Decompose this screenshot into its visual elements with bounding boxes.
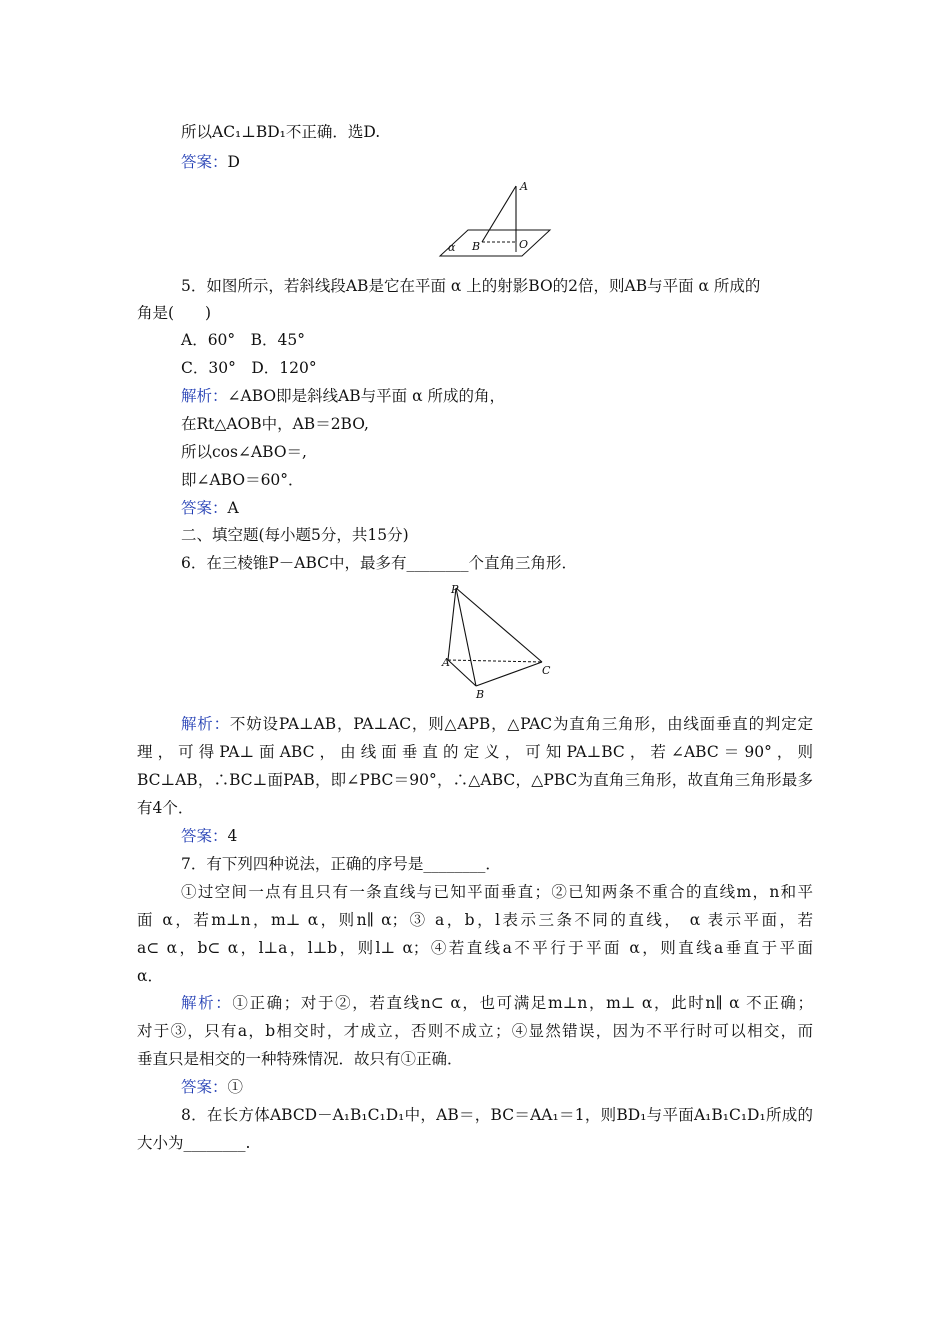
analysis-line: 解析：∠ABO即是斜线AB与平面 α 所成的角， [181,387,505,405]
option-line: C．30° D．120° [181,359,317,377]
point-label-a: A [442,656,450,669]
point-label-b: B [472,240,481,253]
text-line: BC⊥AB，∴BC⊥面PAB，即∠PBC＝90°，∴△ABC，△PBC为直角三角形，故直角三角形最多 [137,771,813,789]
text-line: 对于③，只有a，b相交时，才成立，否则不成立；④显然错误，因为不平行时可以相交，而 [137,1022,813,1040]
text-line: 在Rt△AOB中，AB＝2BO, [181,415,369,433]
point-label-o: O [519,238,529,251]
analysis-label: 解析： [181,715,230,733]
analysis-label: 解析： [181,994,233,1012]
text-line: 所以cos∠ABO＝, [181,443,307,461]
point-label-c: C [542,664,551,677]
plane-label-alpha: α [448,241,456,254]
option-line: A．60° B．45° [181,331,306,349]
text-line: ①过空间一点有且只有一条直线与已知平面垂直；②已知两条不重合的直线m，n和平 [181,883,813,901]
point-label-a: A [520,180,528,193]
answer-line: 答案：A [181,499,239,517]
text-line: 有4个． [137,799,194,817]
answer-label: 答案： [181,499,228,517]
figure-plane-projection [438,178,558,260]
answer-line: 答案：4 [181,827,238,845]
text-line: 垂直只是相交的一种特殊情况．故只有①正确． [137,1050,463,1068]
text-line: 所以AC₁⊥BD₁不正确．选D. [181,123,381,141]
analysis-label: 解析： [181,387,228,405]
text-line: 大小为________. [137,1134,251,1152]
question-8-line: 8．在长方体ABCD－A₁B₁C₁D₁中，AB＝，BC＝AA₁＝1，则BD₁与平面A₁B₁C₁D₁所成的 [181,1106,813,1124]
text-line: 即∠ABO＝60°． [181,471,304,489]
analysis-line: 解析：①正确；对于②，若直线n⊂ α，也可满足m⊥n，m⊥ α，此时n∥ α 不正确； [181,994,813,1012]
question-6-line: 6．在三棱锥P－ABC中，最多有________个直角三角形． [181,554,578,572]
answer-label: 答案： [181,1078,228,1096]
question-7-line: 7．有下列四种说法，正确的序号是________． [181,855,501,873]
analysis-line: 解析：不妨设PA⊥AB，PA⊥AC，则△APB，△PAC为直角三角形，由线面垂直的判定定 [181,715,813,733]
section-heading: 二、填空题(每小题5分，共15分) [181,526,409,544]
answer-line: 答案：D [181,153,240,171]
figure-pyramid [438,578,562,702]
point-label-b: B [476,688,485,701]
text-line: 理，可得PA⊥面ABC，由线面垂直的定义，可知PA⊥BC，若∠ABC＝90°，则 [137,743,813,761]
text-line: α． [137,967,163,985]
text-line: 面 α，若m⊥n，m⊥ α，则n∥ α；③ a，b，l表示三条不同的直线， α 表示平面，若 [137,911,813,929]
point-label-p: P [451,583,459,596]
question-5-line1: 5．如图所示，若斜线段AB是它在平面 α 上的射影BO的2倍，则AB与平面 α 所成的 [181,277,761,295]
answer-line: 答案：① [181,1078,244,1096]
answer-label: 答案： [181,153,228,171]
question-5-line2: 角是( ) [137,304,212,322]
answer-label: 答案： [181,827,228,845]
text-line: a⊂ α，b⊂ α，l⊥a，l⊥b，则l⊥ α；④若直线a不平行于平面 α，则直线a垂直于平面 [137,939,813,957]
